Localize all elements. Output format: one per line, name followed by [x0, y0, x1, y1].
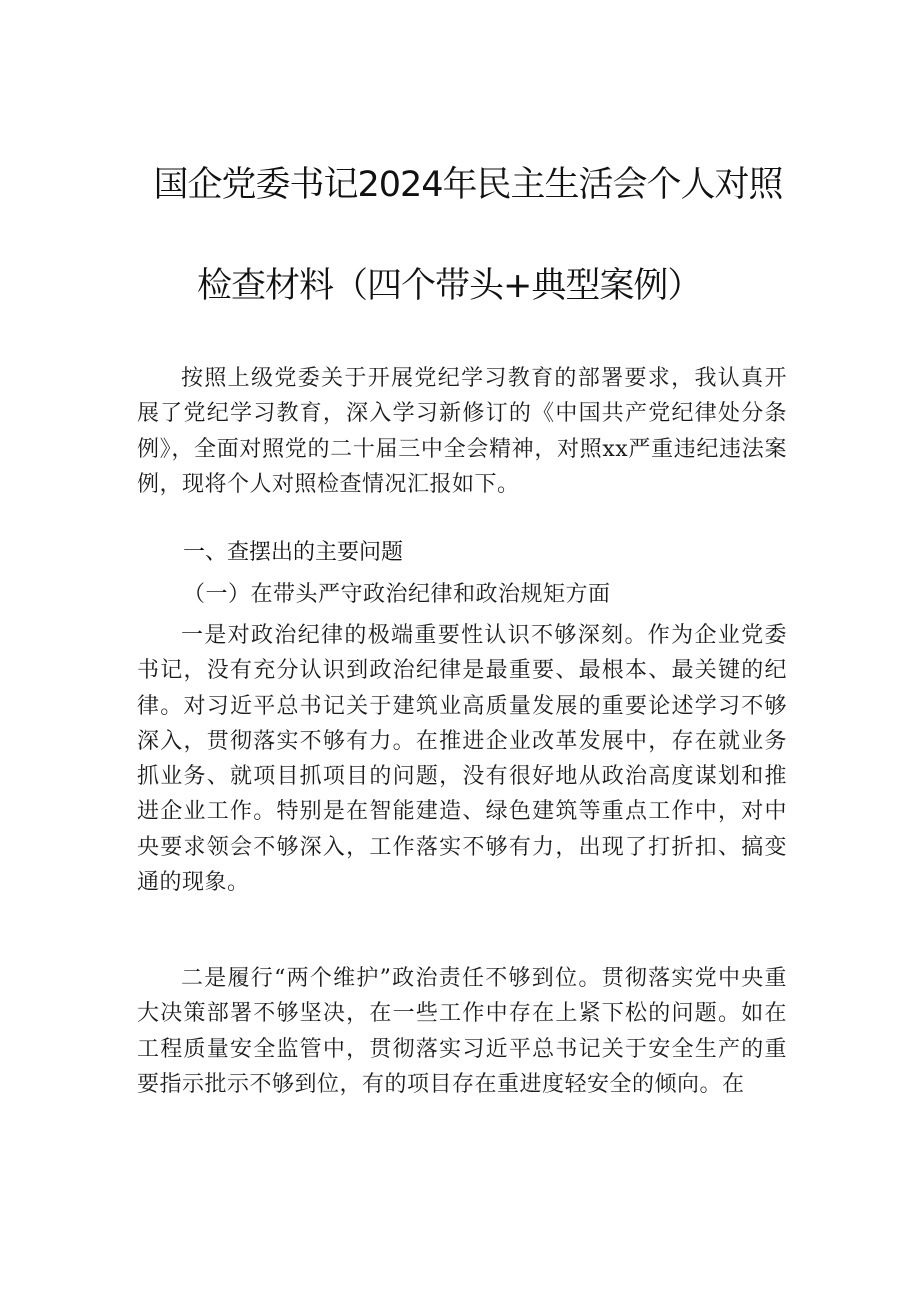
- intro-paragraph: 按照上级党委关于开展党纪学习教育的部署要求，我认真开展了党纪学习教育，深入学习新修订的《中国共产党纪律处分条例》，全面对照党的二十届三中全会精神，对照xx严重违纪违法案例，现将个人对照检查情况汇报如下。: [137, 366, 787, 497]
- body-paragraph-1: 一是对政治纪律的极端重要性认识不够深刻。作为企业党委书记，没有充分认识到政治纪律是最重要、最根本、最关键的纪律。对习近平总书记关于建筑业高质量发展的重要论述学习不够深入，贯彻落实不够有力。在推进企业改革发展中，存在就业务抓业务、就项目抓项目的问题，没有很好地从政治高度谋划和推进企业工作。特别是在智能建造、绿色建筑等重点工作中，对中央要求领会不够深入，工作落实不够有力，出现了打折扣、搞变通的现象。: [137, 623, 787, 896]
- subsection-heading: （一）在带头严守政治纪律和政治规矩方面: [183, 582, 611, 607]
- body-paragraph-2: 二是履行“两个维护”政治责任不够到位。贯彻落实党中央重大决策部署不够坚决，在一些工作中存在上紧下松的问题。如在工程质量安全监管中，贯彻落实习近平总书记关于安全生产的重要指示批示不够到位，有的项目存在重进度轻安全的倾向。在: [137, 966, 787, 1097]
- section-heading: 一、查摆出的主要问题: [183, 540, 404, 565]
- document-title-line-2: 检查材料（四个带头+典型案例）: [197, 266, 702, 306]
- document-title-line-1: 国企党委书记2024年民主生活会个人对照: [153, 165, 783, 205]
